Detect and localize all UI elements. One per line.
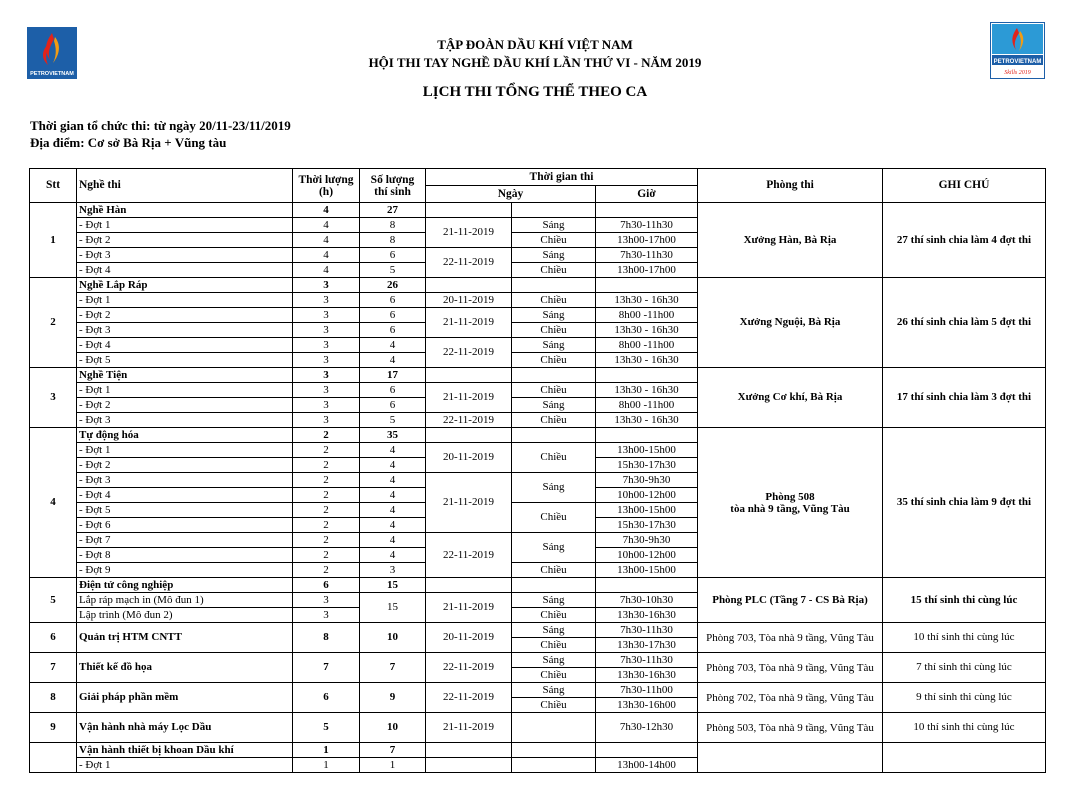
count-cell: 4: [360, 503, 426, 518]
count-cell: 6: [360, 323, 426, 338]
date-cell: 22-11-2019: [426, 653, 512, 683]
batch-name: - Đợt 3: [77, 248, 293, 263]
table-cell: [596, 428, 698, 443]
batch-name: - Đợt 8: [77, 548, 293, 563]
time-cell: 7h30-10h30: [596, 593, 698, 608]
hours-cell: 3: [293, 353, 360, 368]
batch-name: - Đợt 4: [77, 338, 293, 353]
hours-cell: 2: [293, 458, 360, 473]
table-cell: [512, 428, 596, 443]
time-cell: 13h30-16h30: [596, 668, 698, 683]
table-cell: [426, 578, 512, 593]
stt-cell: 5: [30, 578, 77, 623]
stt-cell: 2: [30, 278, 77, 368]
count-cell: 5: [360, 413, 426, 428]
room-cell: Xưởng Hàn, Bà Rịa: [698, 203, 883, 278]
room-cell: Xưởng Nguội, Bà Rịa: [698, 278, 883, 368]
count-cell: 10: [360, 623, 426, 653]
hours-cell: 2: [293, 533, 360, 548]
note-cell: 17 thí sinh chia làm 3 đợt thi: [883, 368, 1046, 428]
date-cell: 21-11-2019: [426, 593, 512, 623]
session-cell: Chiều: [512, 443, 596, 473]
hours-cell: 4: [293, 233, 360, 248]
note-cell: 35 thí sinh chia làm 9 đợt thi: [883, 428, 1046, 578]
session-cell: Sáng: [512, 248, 596, 263]
room-cell: Phòng 508 tòa nhà 9 tầng, Vũng Tàu: [698, 428, 883, 578]
hours-cell: 3: [293, 293, 360, 308]
svg-text:PETROVIETNAM: PETROVIETNAM: [30, 71, 74, 77]
col-phong-thi: Phòng thi: [698, 169, 883, 203]
trade-name: Thiết kế đồ họa: [77, 653, 293, 683]
time-cell: 13h00-14h00: [596, 758, 698, 773]
count-cell: 35: [360, 428, 426, 443]
hours-cell: 6: [293, 683, 360, 713]
hours-cell: 3: [293, 383, 360, 398]
col-gio: Giờ: [596, 186, 698, 203]
date-cell: 22-11-2019: [426, 683, 512, 713]
batch-name: - Đợt 4: [77, 488, 293, 503]
batch-name: - Đợt 2: [77, 398, 293, 413]
hours-cell: 3: [293, 368, 360, 383]
count-cell: 4: [360, 488, 426, 503]
time-cell: 8h00 -11h00: [596, 308, 698, 323]
session-cell: Chiều: [512, 233, 596, 248]
session-cell: Chiều: [512, 383, 596, 398]
session-cell: Sáng: [512, 593, 596, 608]
batch-name: - Đợt 2: [77, 233, 293, 248]
hours-cell: 3: [293, 323, 360, 338]
session-cell: Sáng: [512, 653, 596, 668]
date-cell: [426, 758, 512, 773]
count-cell: 4: [360, 443, 426, 458]
time-cell: 7h30-9h30: [596, 533, 698, 548]
room-cell: Phòng 503, Tòa nhà 9 tầng, Vũng Tàu: [698, 713, 883, 743]
table-cell: [512, 743, 596, 758]
table-row: [30, 653, 1046, 668]
session-cell: Sáng: [512, 533, 596, 563]
date-cell: 22-11-2019: [426, 338, 512, 368]
hours-cell: 1: [293, 743, 360, 758]
date-cell: 22-11-2019: [426, 533, 512, 578]
time-cell: 13h00-17h00: [596, 233, 698, 248]
time-cell: 7h30-9h30: [596, 473, 698, 488]
count-cell: 26: [360, 278, 426, 293]
note-cell: 15 thí sinh thi cùng lúc: [883, 578, 1046, 623]
session-cell: [512, 713, 596, 743]
count-cell: 15: [360, 578, 426, 593]
col-thoi-luong: Thời lượng (h): [293, 169, 360, 203]
hours-cell: 2: [293, 518, 360, 533]
table-row: [30, 713, 1046, 743]
session-cell: Sáng: [512, 338, 596, 353]
hours-cell: 6: [293, 578, 360, 593]
count-cell: 8: [360, 233, 426, 248]
time-cell: 13h00-15h00: [596, 563, 698, 578]
session-cell: Sáng: [512, 218, 596, 233]
time-cell: 8h00 -11h00: [596, 338, 698, 353]
batch-name: - Đợt 1: [77, 758, 293, 773]
table-cell: [426, 278, 512, 293]
count-cell: 4: [360, 533, 426, 548]
session-cell: Chiều: [512, 323, 596, 338]
batch-name: - Đợt 1: [77, 383, 293, 398]
count-cell: 4: [360, 458, 426, 473]
batch-name: - Đợt 5: [77, 503, 293, 518]
stt-cell: 1: [30, 203, 77, 278]
hours-cell: 3: [293, 593, 360, 608]
count-cell: 27: [360, 203, 426, 218]
table-cell: [596, 203, 698, 218]
table-cell: [512, 278, 596, 293]
time-cell: 13h00-17h00: [596, 263, 698, 278]
session-cell: Chiều: [512, 608, 596, 623]
batch-name: - Đợt 2: [77, 308, 293, 323]
stt-cell: 6: [30, 623, 77, 653]
document-title: LỊCH THI TỔNG THỂ THEO CA: [422, 84, 648, 100]
count-cell: 10: [360, 713, 426, 743]
table-row: [30, 578, 1046, 593]
time-cell: 7h30-11h30: [596, 653, 698, 668]
batch-name: - Đợt 7: [77, 533, 293, 548]
count-cell: 6: [360, 293, 426, 308]
session-cell: Sáng: [512, 683, 596, 698]
trade-name: Nghề Lắp Ráp: [77, 278, 293, 293]
date-cell: 22-11-2019: [426, 413, 512, 428]
count-cell: 6: [360, 248, 426, 263]
stt-cell: 4: [30, 428, 77, 578]
room-cell: Phòng 702, Tòa nhà 9 tầng, Vũng Tàu: [698, 683, 883, 713]
batch-name: - Đợt 4: [77, 263, 293, 278]
hours-cell: 3: [293, 413, 360, 428]
time-cell: 13h30-16h30: [596, 608, 698, 623]
stt-cell: 9: [30, 713, 77, 743]
table-cell: [512, 578, 596, 593]
session-cell: Chiều: [512, 638, 596, 653]
time-cell: 10h00-12h00: [596, 488, 698, 503]
count-cell: 1: [360, 758, 426, 773]
time-cell: 13h30 - 16h30: [596, 323, 698, 338]
batch-name: - Đợt 2: [77, 458, 293, 473]
count-cell: 4: [360, 473, 426, 488]
batch-name: - Đợt 1: [77, 443, 293, 458]
hours-cell: 2: [293, 473, 360, 488]
hours-cell: 2: [293, 443, 360, 458]
col-ngay: Ngày: [426, 186, 596, 203]
time-cell: 13h30-16h00: [596, 698, 698, 713]
count-cell: 6: [360, 383, 426, 398]
table-cell: [596, 368, 698, 383]
batch-name: - Đợt 3: [77, 413, 293, 428]
time-cell: 13h30 - 16h30: [596, 383, 698, 398]
hours-cell: 4: [293, 218, 360, 233]
note-cell: 10 thí sinh thi cùng lúc: [883, 713, 1046, 743]
table-cell: [512, 203, 596, 218]
time-cell: 7h30-11h30: [596, 248, 698, 263]
col-so-luong: Số lượng thí sinh: [360, 169, 426, 203]
date-cell: 21-11-2019: [426, 713, 512, 743]
stt-cell: [30, 743, 77, 773]
session-cell: Chiều: [512, 413, 596, 428]
table-cell: [596, 578, 698, 593]
count-cell: 4: [360, 353, 426, 368]
trade-name: Vận hành thiết bị khoan Dầu khí: [77, 743, 293, 758]
room-cell: Phòng PLC (Tầng 7 - CS Bà Rịa): [698, 578, 883, 623]
table-cell: [426, 743, 512, 758]
batch-name: - Đợt 6: [77, 518, 293, 533]
hours-cell: 2: [293, 548, 360, 563]
hours-cell: 3: [293, 608, 360, 623]
count-cell: 4: [360, 518, 426, 533]
room-cell: Phòng 703, Tòa nhà 9 tầng, Vũng Tàu: [698, 623, 883, 653]
col-nghe-thi: Nghề thi: [77, 169, 293, 203]
time-cell: 13h00-15h00: [596, 503, 698, 518]
session-cell: Chiều: [512, 263, 596, 278]
session-cell: Chiều: [512, 353, 596, 368]
table-cell: [426, 428, 512, 443]
batch-name: - Đợt 3: [77, 323, 293, 338]
count-cell: 15: [360, 593, 426, 623]
count-cell: 6: [360, 398, 426, 413]
room-cell: Phòng 703, Tòa nhà 9 tầng, Vũng Tàu: [698, 653, 883, 683]
hours-cell: 2: [293, 428, 360, 443]
time-cell: 8h00 -11h00: [596, 398, 698, 413]
date-cell: 20-11-2019: [426, 443, 512, 473]
table-cell: [596, 278, 698, 293]
trade-name: Vận hành nhà máy Lọc Dầu: [77, 713, 293, 743]
table-row: [30, 278, 1046, 293]
note-cell: 10 thí sinh thi cùng lúc: [883, 623, 1046, 653]
table-row: [30, 743, 1046, 758]
session-cell: Chiều: [512, 563, 596, 578]
trade-name: Nghề Tiện: [77, 368, 293, 383]
svg-text:Skills 2019: Skills 2019: [1004, 70, 1031, 76]
session-cell: [512, 758, 596, 773]
count-cell: 17: [360, 368, 426, 383]
stt-cell: 3: [30, 368, 77, 428]
session-cell: Sáng: [512, 623, 596, 638]
table-row: [30, 428, 1046, 443]
hours-cell: 7: [293, 653, 360, 683]
table-row: [30, 683, 1046, 698]
hours-cell: 4: [293, 248, 360, 263]
col-ghi-chu: GHI CHÚ: [883, 169, 1046, 203]
time-cell: 13h30 - 16h30: [596, 353, 698, 368]
count-cell: 6: [360, 308, 426, 323]
count-cell: 9: [360, 683, 426, 713]
time-cell: 15h30-17h30: [596, 518, 698, 533]
batch-name: - Đợt 9: [77, 563, 293, 578]
batch-name: - Đợt 1: [77, 293, 293, 308]
organization-name: TẬP ĐOÀN DẦU KHÍ VIỆT NAM: [437, 37, 633, 52]
trade-name: Nghề Hàn: [77, 203, 293, 218]
hours-cell: 4: [293, 203, 360, 218]
time-cell: 7h30-11h00: [596, 683, 698, 698]
date-cell: 21-11-2019: [426, 308, 512, 338]
trade-name: Giải pháp phần mềm: [77, 683, 293, 713]
exam-location: Địa điểm: Cơ sở Bà Rịa + Vũng tàu: [30, 135, 227, 150]
note-cell: 27 thí sinh chia làm 4 đợt thi: [883, 203, 1046, 278]
contest-name: HỘI THI TAY NGHỀ DẦU KHÍ LẦN THỨ VI - NĂM 2019: [368, 55, 702, 70]
time-cell: 7h30-11h30: [596, 623, 698, 638]
batch-name: - Đợt 3: [77, 473, 293, 488]
session-cell: Sáng: [512, 473, 596, 503]
exam-period: Thời gian tổ chức thi: từ ngày 20/11-23/11/2019: [30, 118, 291, 133]
hours-cell: 3: [293, 338, 360, 353]
count-cell: 4: [360, 548, 426, 563]
room-cell: Xưởng Cơ khí, Bà Rịa: [698, 368, 883, 428]
date-cell: 22-11-2019: [426, 248, 512, 278]
hours-cell: 3: [293, 278, 360, 293]
hours-cell: 8: [293, 623, 360, 653]
time-cell: 13h30-17h30: [596, 638, 698, 653]
hours-cell: 3: [293, 308, 360, 323]
hours-cell: 5: [293, 713, 360, 743]
time-cell: 13h30 - 16h30: [596, 293, 698, 308]
table-row: [30, 623, 1046, 638]
date-cell: 21-11-2019: [426, 383, 512, 413]
count-cell: 3: [360, 563, 426, 578]
room-cell: [698, 743, 883, 773]
table-cell: [596, 743, 698, 758]
time-cell: 10h00-12h00: [596, 548, 698, 563]
session-cell: Sáng: [512, 308, 596, 323]
trade-name: Quản trị HTM CNTT: [77, 623, 293, 653]
session-cell: Chiều: [512, 293, 596, 308]
session-cell: Chiều: [512, 503, 596, 533]
hours-cell: 1: [293, 758, 360, 773]
hours-cell: 2: [293, 563, 360, 578]
table-cell: [426, 368, 512, 383]
note-cell: 9 thí sinh thi cùng lúc: [883, 683, 1046, 713]
col-stt: Stt: [30, 169, 77, 203]
session-cell: Sáng: [512, 398, 596, 413]
note-cell: 7 thí sinh thi cùng lúc: [883, 653, 1046, 683]
session-cell: Chiều: [512, 698, 596, 713]
count-cell: 7: [360, 653, 426, 683]
date-cell: 21-11-2019: [426, 473, 512, 533]
date-cell: 20-11-2019: [426, 623, 512, 653]
hours-cell: 2: [293, 488, 360, 503]
count-cell: 7: [360, 743, 426, 758]
session-cell: Chiều: [512, 668, 596, 683]
stt-cell: 8: [30, 683, 77, 713]
time-cell: 7h30-11h30: [596, 218, 698, 233]
table-row: [30, 368, 1046, 383]
note-cell: [883, 743, 1046, 773]
trade-name: Điện tử công nghiệp: [77, 578, 293, 593]
table-cell: [512, 368, 596, 383]
petrovietnam-logo-left: [27, 27, 77, 79]
date-cell: 20-11-2019: [426, 293, 512, 308]
hours-cell: 4: [293, 263, 360, 278]
col-thoi-gian-thi: Thời gian thi: [426, 169, 698, 186]
count-cell: 5: [360, 263, 426, 278]
time-cell: 7h30-12h30: [596, 713, 698, 743]
batch-name: - Đợt 5: [77, 353, 293, 368]
module-name: Lắp ráp mạch in (Mô đun 1): [77, 593, 293, 608]
trade-name: Tự động hóa: [77, 428, 293, 443]
time-cell: 13h00-15h00: [596, 443, 698, 458]
count-cell: 8: [360, 218, 426, 233]
stt-cell: 7: [30, 653, 77, 683]
table-row: [30, 203, 1046, 218]
batch-name: - Đợt 1: [77, 218, 293, 233]
note-cell: 26 thí sinh chia làm 5 đợt thi: [883, 278, 1046, 368]
schedule-table: [29, 168, 1046, 773]
time-cell: 13h30 - 16h30: [596, 413, 698, 428]
module-name: Lập trình (Mô đun 2): [77, 608, 293, 623]
hours-cell: 3: [293, 398, 360, 413]
hours-cell: 2: [293, 503, 360, 518]
time-cell: 15h30-17h30: [596, 458, 698, 473]
svg-text:PETROVIETNAM: PETROVIETNAM: [993, 59, 1042, 65]
count-cell: 4: [360, 338, 426, 353]
date-cell: 21-11-2019: [426, 218, 512, 248]
table-cell: [426, 203, 512, 218]
